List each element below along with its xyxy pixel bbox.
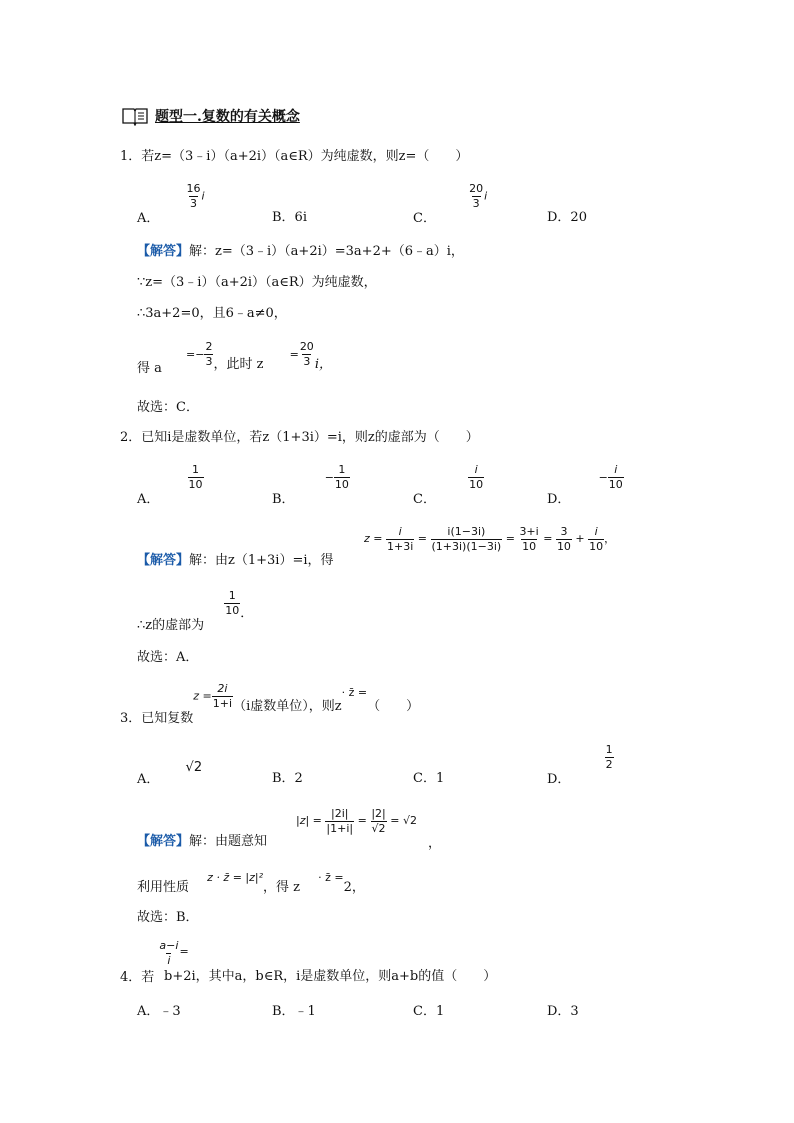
q4-option-a: A．﹣3	[137, 1004, 181, 1019]
q1-option-a-fraction: $\frac{16}{3}$	[186, 182, 201, 210]
q2-option-d: D． − $\frac{i}{10}$	[547, 463, 623, 507]
q3-option-d: D． $\frac{1}{2}$	[547, 743, 613, 787]
q2-solution-equation: z = $\frac{i}{1+3i}$ = $\frac{i(1-3i)}{(1+3i)(1-3i)}$ = $\frac{3+i}{10}$ = $\frac{3}{10}$ + $\frac{i}{10}$ ，	[364, 525, 616, 553]
q1-solution-line-3: ∴3a+2=0，且6﹣a≠0，	[137, 306, 287, 321]
q3-option-c: C．1	[413, 771, 445, 786]
section-title: 题型一.复数的有关概念	[155, 109, 300, 125]
q1-option-c-fraction: $\frac{20}{3}$	[469, 182, 484, 210]
q3-stem: 3．已知复数z = $\frac{2i}{1+i}$ （i虚数单位），则$z^{\cdot z̄ =}$（ ）	[120, 682, 420, 726]
q1-solution-line-1: 【解答】解：z=（3﹣i）（a+2i）=3a+2+（6﹣a）i，	[137, 244, 464, 259]
q1-solution-line-4: 得 a =− $\frac{2}{3}$ ，此时 z = $\frac{20}{3}$ i，	[137, 340, 332, 376]
q1-option-b: B．6i	[272, 210, 307, 225]
q3-option-a-value: √2	[185, 760, 203, 775]
q1-option-d: D．20	[547, 210, 587, 225]
q1-option-a: A． $\frac{16}{3}$ i	[137, 182, 205, 226]
q2-solution-line-1: 【解答】解：由z（1+3i）=i，得	[137, 553, 334, 568]
q3-solution-comma: ，	[428, 836, 442, 851]
q1-choice: 故选：C．	[137, 400, 199, 415]
q4-option-d: D．3	[547, 1004, 579, 1019]
q2-option-b: B． − $\frac{1}{10}$	[272, 463, 349, 507]
q2-choice: 故选：A．	[137, 650, 199, 665]
q4-option-b: B．﹣1	[272, 1004, 316, 1019]
q3-solution-line-2: 利用性质 z · z̄ = |z|²，得 z · z̄ =2，	[137, 871, 365, 895]
book-icon	[121, 106, 149, 130]
q3-solution-equation: |z| = $\frac{|2i|}{|1+i|}$ = $\frac{|2|}{√2}$ = √2	[296, 807, 417, 835]
q2-solution-line-2: ∴z的虚部为 $\frac{1}{10}$ ．	[137, 589, 254, 633]
q3-option-b: B．2	[272, 771, 303, 786]
q3-solution-line-1: 【解答】解：由题意知	[137, 834, 268, 849]
q4-stem: 4．若 $\frac{a-i}{i}$ =	[120, 939, 189, 985]
q1-stem: 1．若z=（3﹣i）（a+2i）（a∈R）为纯虚数，则z=（ ）	[120, 149, 469, 164]
q3-choice: 故选：B．	[137, 910, 199, 925]
q3-option-a: A． √2	[137, 760, 203, 787]
q4-option-c: C．1	[413, 1004, 445, 1019]
q2-option-a: A． $\frac{1}{10}$	[137, 463, 203, 507]
q2-option-c: C． $\frac{i}{10}$	[413, 463, 484, 507]
q1-option-c: C． $\frac{20}{3}$ i	[413, 182, 488, 226]
q4-stem-tail: b+2i，其中a，b∈R，i是虚数单位，则a+b的值（ ）	[164, 969, 497, 984]
q1-solution-line-2: ∵z=（3﹣i）（a+2i）（a∈R）为纯虚数，	[137, 275, 377, 290]
q2-stem: 2．已知i是虚数单位，若z（1+3i）=i，则z的虚部为（ ）	[120, 430, 479, 445]
